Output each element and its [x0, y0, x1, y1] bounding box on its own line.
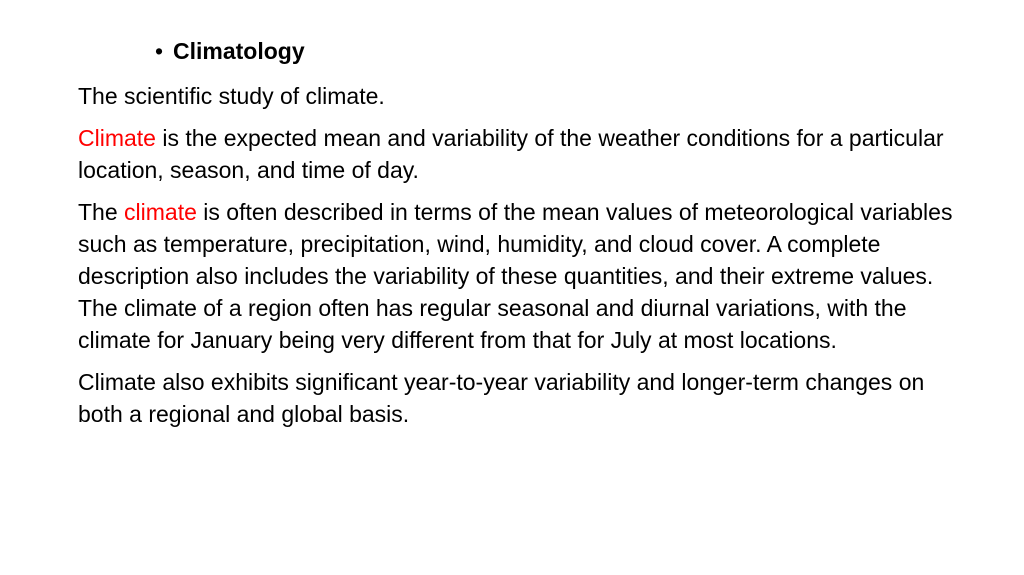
- paragraph-definition-study: [78, 80, 958, 112]
- slide-body: [78, 80, 958, 440]
- highlighted-term: climate: [124, 199, 197, 225]
- heading-row: [155, 36, 305, 66]
- paragraph-text: is the expected mean and variability of the weather conditions for a particular location, season, and time of day.: [78, 125, 944, 183]
- paragraph-variability: [78, 366, 958, 430]
- paragraph-text: Climate also exhibits significant year-to-year variability and longer-term changes on both a regional and global basis.: [78, 369, 925, 427]
- paragraph-climate-description: [78, 196, 958, 356]
- slide-heading: Climatology: [173, 38, 305, 64]
- highlighted-term: Climate: [78, 125, 156, 151]
- paragraph-climate-definition: [78, 122, 958, 186]
- paragraph-text: is often described in terms of the mean values of meteorological variables such as temperature, precipitation, wind, humidity, and cloud cover. A complete description also includes the variability of these quantities, and their extreme values. The climate of a region often has regular seasonal and diurnal variations, with the climate for January being very different from that for July at most locations.: [78, 199, 953, 353]
- paragraph-lead-text: The: [78, 199, 125, 225]
- paragraph-text: The scientific study of climate.: [78, 83, 385, 109]
- bullet-icon: •: [155, 38, 164, 64]
